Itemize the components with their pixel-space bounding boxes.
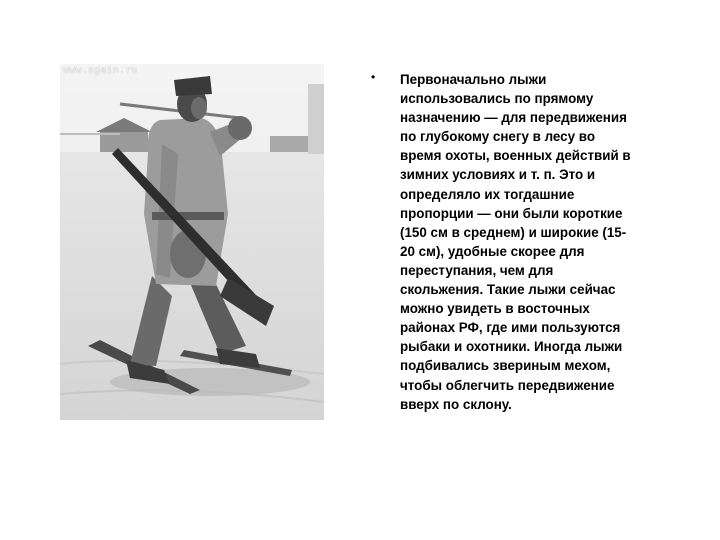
body-line: вверх по склону. — [400, 396, 512, 412]
body-line: рыбаки и охотники. Иногда лыжи — [400, 339, 623, 355]
body-line: пропорции — они были короткие — [400, 205, 623, 221]
body-line: можно увидеть в восточных — [400, 301, 590, 317]
body-paragraph — [400, 70, 685, 414]
body-line: использовались по прямому — [400, 91, 594, 107]
body-line: определяло их тогдашние — [400, 186, 575, 202]
body-line: время охоты, военных действий в — [400, 148, 631, 164]
hunter-photo — [60, 64, 324, 420]
body-line: Первоначально лыжи — [400, 72, 547, 87]
body-line: скольжения. Такие лыжи сейчас — [400, 282, 616, 298]
body-line: 20 см), удобные скорее для — [400, 243, 585, 259]
bullet-marker: • — [371, 70, 376, 84]
body-line: подбивались звериным мехом, — [400, 358, 611, 374]
body-line: чтобы облегчить передвижение — [400, 377, 615, 393]
body-line: переступания, чем для — [400, 262, 554, 278]
body-line: районах РФ, где ими пользуются — [400, 320, 621, 336]
watermark-text: www.sgain.ru — [63, 65, 138, 76]
hunter-illustration — [60, 64, 324, 420]
body-line: зимних условиях и т. п. Это и — [400, 167, 596, 183]
body-line: по глубокому снегу в лесу во — [400, 129, 596, 145]
body-line: (150 см в среднем) и широкие (15- — [400, 224, 627, 240]
body-line: назначению — для передвижения — [400, 110, 627, 126]
